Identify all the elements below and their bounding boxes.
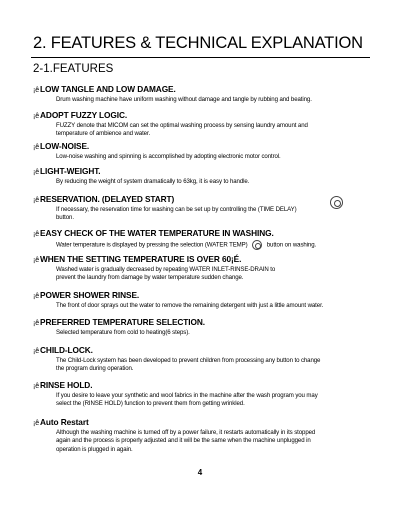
feature-desc-line: Although the washing machine is turned off by a power failure, it restarts automatically in its stopped bbox=[56, 429, 316, 436]
feature-desc-line: Low-noise washing and spinning is accomplished by adopting electronic motor control. bbox=[56, 153, 281, 160]
feature-fuzzy-logic bbox=[33, 110, 373, 139]
bullet-marker: ¡ê bbox=[33, 257, 40, 264]
feature-title: LOW TANGLE AND LOW DAMAGE. bbox=[40, 84, 176, 94]
feature-water-temperature bbox=[33, 228, 373, 250]
feature-title: POWER SHOWER RINSE. bbox=[40, 290, 140, 300]
feature-desc-line: prevent the laundry from damage by water temperature sudden change. bbox=[56, 274, 244, 282]
feature-reservation bbox=[33, 194, 373, 223]
feature-title: LOW-NOISE. bbox=[40, 141, 90, 151]
feature-desc-line: If necessary, the reservation time for washing can be set up by controlling the (TIME DELAY) bbox=[56, 206, 297, 213]
feature-title: PREFERRED TEMPERATURE SELECTION. bbox=[40, 317, 205, 327]
feature-title: RINSE HOLD. bbox=[40, 380, 93, 390]
page-number: 4 bbox=[197, 468, 203, 477]
feature-desc-line: Selected temperature from cold to heating(6 steps). bbox=[56, 329, 190, 336]
time-delay-button-icon bbox=[330, 196, 343, 209]
feature-title: ADOPT FUZZY LOGIC. bbox=[40, 110, 128, 120]
bullet-marker: ¡ê bbox=[33, 320, 40, 327]
feature-power-shower bbox=[33, 290, 373, 310]
feature-desc-line: Water temperature is displayed by pressing the selection (WATER TEMP) bbox=[56, 241, 248, 249]
feature-desc-line: The front of door sprays out the water to remove the remaining detergent with just a little amount water. bbox=[56, 302, 324, 309]
feature-desc-line: the program during operation. bbox=[56, 365, 134, 373]
water-temp-button-icon bbox=[252, 240, 262, 250]
subsection-heading: 2-1.FEATURES bbox=[33, 63, 114, 75]
bullet-marker: ¡ê bbox=[33, 293, 40, 300]
feature-desc-line: button on washing. bbox=[266, 241, 317, 249]
bullet-marker: ¡ê bbox=[33, 348, 40, 355]
title-rule bbox=[31, 57, 370, 58]
bullet-marker: ¡ê bbox=[33, 420, 40, 427]
feature-desc-line: By reducing the weight of system dramatically to 63kg, it is easy to handle. bbox=[56, 178, 250, 185]
feature-desc-line: Drum washing machine have uniform washing without damage and tangle by rubbing and beating. bbox=[56, 96, 312, 103]
feature-desc-line: operation is plugged in again. bbox=[56, 445, 133, 453]
feature-title: CHILD-LOCK. bbox=[40, 345, 93, 355]
bullet-marker: ¡ê bbox=[33, 144, 40, 151]
feature-desc-line: again and the process is properly adjusted and it will be the same when the machine unplugged in bbox=[56, 437, 311, 445]
page-title: 2. FEATURES & TECHNICAL EXPLANATION bbox=[33, 34, 363, 52]
feature-title: RESERVATION. (DELAYED START) bbox=[40, 194, 175, 204]
bullet-marker: ¡ê bbox=[33, 169, 40, 176]
bullet-marker: ¡ê bbox=[33, 231, 40, 238]
bullet-marker: ¡ê bbox=[33, 383, 40, 390]
feature-desc-line: If you desire to leave your synthetic and wool fabrics in the machine after the wash program you may bbox=[56, 392, 318, 399]
feature-desc-line: The Child-Lock system has been developed to prevent children from processing any button to change bbox=[56, 357, 321, 364]
feature-title: Auto Restart bbox=[40, 417, 89, 427]
bullet-marker: ¡ê bbox=[33, 87, 40, 94]
feature-light-weight bbox=[33, 166, 373, 186]
feature-low-tangle bbox=[33, 84, 373, 104]
bullet-marker: ¡ê bbox=[33, 197, 40, 204]
feature-desc-line: select the (RINSE HOLD) function to prevent them from getting wrinkled. bbox=[56, 400, 245, 408]
feature-desc-line: FUZZY denote that MICOM can set the optimal washing process by sensing laundry amount and bbox=[56, 122, 308, 129]
feature-auto-restart bbox=[33, 417, 373, 454]
feature-desc-line: button. bbox=[56, 214, 74, 222]
feature-desc-line: Washed water is gradually decreased by repeating WATER INLET-RINSE-DRAIN to bbox=[56, 266, 276, 273]
feature-over-60 bbox=[33, 254, 373, 283]
feature-child-lock bbox=[33, 345, 373, 374]
feature-title: WHEN THE SETTING TEMPERATURE IS OVER 60¡É. bbox=[40, 254, 242, 264]
feature-desc-line: temperature of ambience and water. bbox=[56, 130, 151, 138]
bullet-marker: ¡ê bbox=[33, 113, 40, 120]
feature-preferred-temperature bbox=[33, 317, 373, 337]
feature-title: LIGHT-WEIGHT. bbox=[40, 166, 101, 176]
feature-low-noise bbox=[33, 141, 373, 161]
feature-title: EASY CHECK OF THE WATER TEMPERATURE IN WASHING. bbox=[40, 228, 274, 238]
feature-rinse-hold bbox=[33, 380, 373, 409]
